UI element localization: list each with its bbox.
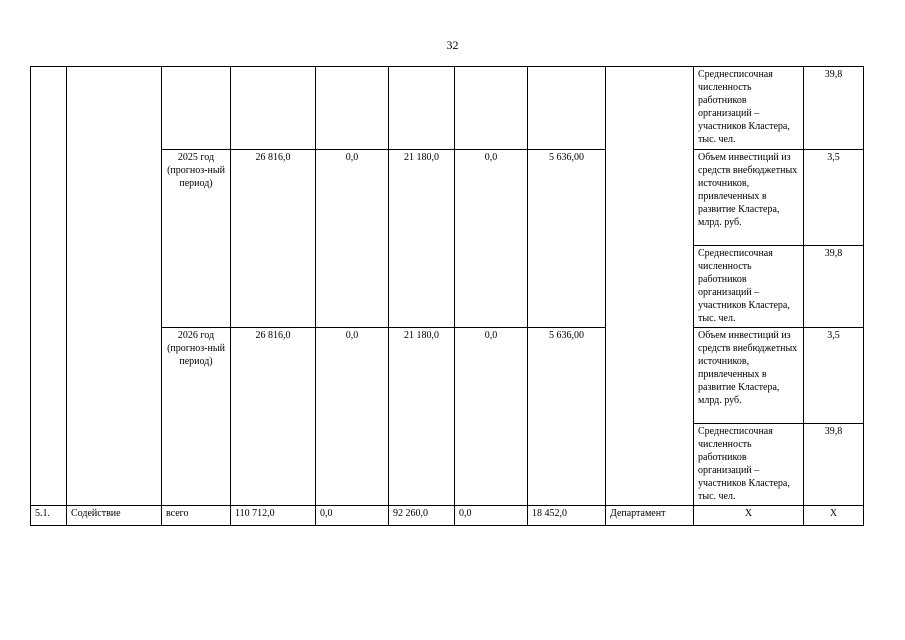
table-row (31, 67, 864, 150)
row-c1: 0,0 (316, 506, 389, 526)
indicator-workers: Среднесписочная численность работников организаций – участников Кластера, тыс. чел. (694, 67, 804, 150)
period-2025: 2025 год (прогноз-ный период) (162, 150, 231, 328)
row-value: X (804, 506, 864, 526)
row-name: Содействие (67, 506, 162, 526)
row-c4: 18 452,0 (528, 506, 606, 526)
cell-period-empty (162, 67, 231, 150)
c2-2026: 21 180,0 (389, 328, 455, 506)
row-total: 110 712,0 (231, 506, 316, 526)
row-period: всего (162, 506, 231, 526)
row-executor: Департамент (606, 506, 694, 526)
period-2026: 2026 год (прогноз-ный период) (162, 328, 231, 506)
cell-c2-empty (389, 67, 455, 150)
total-2026: 26 816,0 (231, 328, 316, 506)
page-number: 32 (446, 38, 459, 52)
cell-number-empty (31, 67, 67, 506)
c4-2025: 5 636,00 (528, 150, 606, 328)
value-workers-2025: 39,8 (804, 246, 864, 328)
c3-2026: 0,0 (455, 328, 528, 506)
indicator-invest-2026: Объем инвестиций из средств внебюджетных источников, привлеченных в развитие Кластера, млрд. руб. (694, 328, 804, 424)
row-c3: 0,0 (455, 506, 528, 526)
c4-2026: 5 636,00 (528, 328, 606, 506)
budget-table (30, 66, 864, 526)
cell-total-empty (231, 67, 316, 150)
indicator-workers-2025: Среднесписочная численность работников организаций – участников Кластера, тыс. чел. (694, 246, 804, 328)
c2-2025: 21 180,0 (389, 150, 455, 328)
c3-2025: 0,0 (455, 150, 528, 328)
cell-name-empty (67, 67, 162, 506)
value-invest-2025: 3,5 (804, 150, 864, 246)
value-invest-2026: 3,5 (804, 328, 864, 424)
table-row-5-1 (31, 506, 864, 526)
cell-executor-empty (606, 67, 694, 506)
indicator-invest-2025: Объем инвестиций из средств внебюджетных источников, привлеченных в развитие Кластера, млрд. руб. (694, 150, 804, 246)
c1-2025: 0,0 (316, 150, 389, 328)
row-number: 5.1. (31, 506, 67, 526)
cell-c4-empty (528, 67, 606, 150)
row-c2: 92 260,0 (389, 506, 455, 526)
value-workers-2026: 39,8 (804, 424, 864, 506)
row-indicator: X (694, 506, 804, 526)
cell-c3-empty (455, 67, 528, 150)
total-2025: 26 816,0 (231, 150, 316, 328)
c1-2026: 0,0 (316, 328, 389, 506)
value-workers: 39,8 (804, 67, 864, 150)
indicator-workers-2026: Среднесписочная численность работников организаций – участников Кластера, тыс. чел. (694, 424, 804, 506)
cell-c1-empty (316, 67, 389, 150)
